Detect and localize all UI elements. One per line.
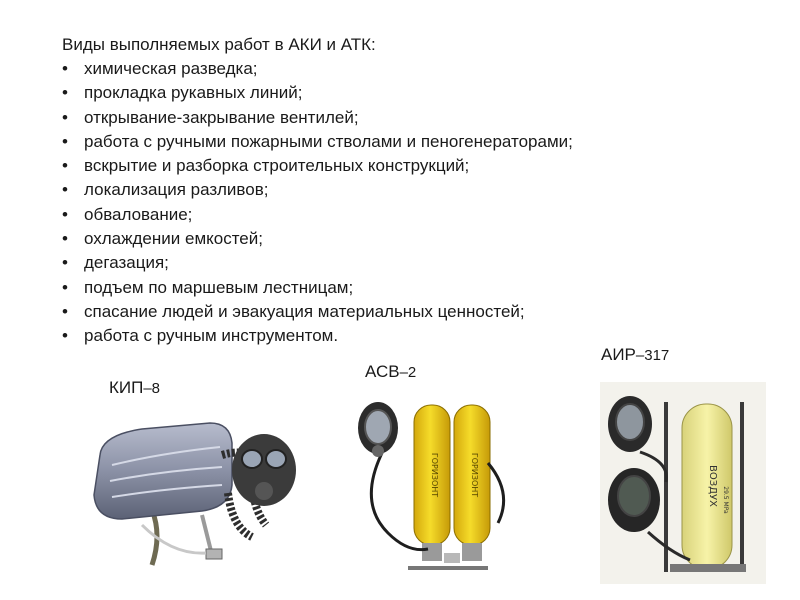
list-item: • вскрытие и разборка строительных конструкций; [62, 154, 573, 178]
asv2-caption [365, 362, 416, 383]
kip8-caption-name: КИП [109, 378, 144, 397]
work-types-list [62, 57, 573, 349]
list-item: • работа с ручным инструментом. [62, 324, 573, 348]
asv2-apparatus-photo [348, 393, 528, 578]
list-item: • охлаждении емкостей; [62, 227, 573, 251]
kip8-caption [109, 378, 160, 399]
air-tank-pressure: 29.5 MPa [722, 486, 729, 514]
list-item: • обвалование; [62, 203, 573, 227]
kip8-caption-number: –8 [143, 380, 161, 397]
list-item: • подъем по маршевым лестницам; [62, 276, 573, 300]
air-tank-label: ВОЗДУХ [707, 465, 718, 507]
list-item: • локализация разливов; [62, 178, 573, 202]
list-item: • работа с ручными пожарными стволами и пеногенераторами; [62, 130, 573, 154]
asv2-caption-number: –2 [399, 364, 417, 381]
asv2-caption-name: АСВ [365, 362, 400, 381]
air317-caption-number: –317 [635, 347, 670, 364]
cylinder-label-left: ГОРИЗОНТ [430, 452, 439, 498]
list-item: • спасание людей и эвакуация материальных ценностей; [62, 300, 573, 324]
air317-caption-name: АИР [601, 345, 636, 364]
slide-heading: Виды выполняемых работ в АКИ и АТК: [62, 35, 376, 54]
list-item: • прокладка рукавных линий; [62, 81, 573, 105]
air317-apparatus-photo [600, 382, 766, 584]
kip8-apparatus-photo [82, 415, 304, 575]
list-item: • дегазация; [62, 251, 573, 275]
cylinder-label-right: ГОРИЗОНТ [470, 452, 479, 498]
air317-caption [601, 345, 669, 366]
list-item: • открывание-закрывание вентилей; [62, 106, 573, 130]
list-item: • химическая разведка; [62, 57, 573, 81]
